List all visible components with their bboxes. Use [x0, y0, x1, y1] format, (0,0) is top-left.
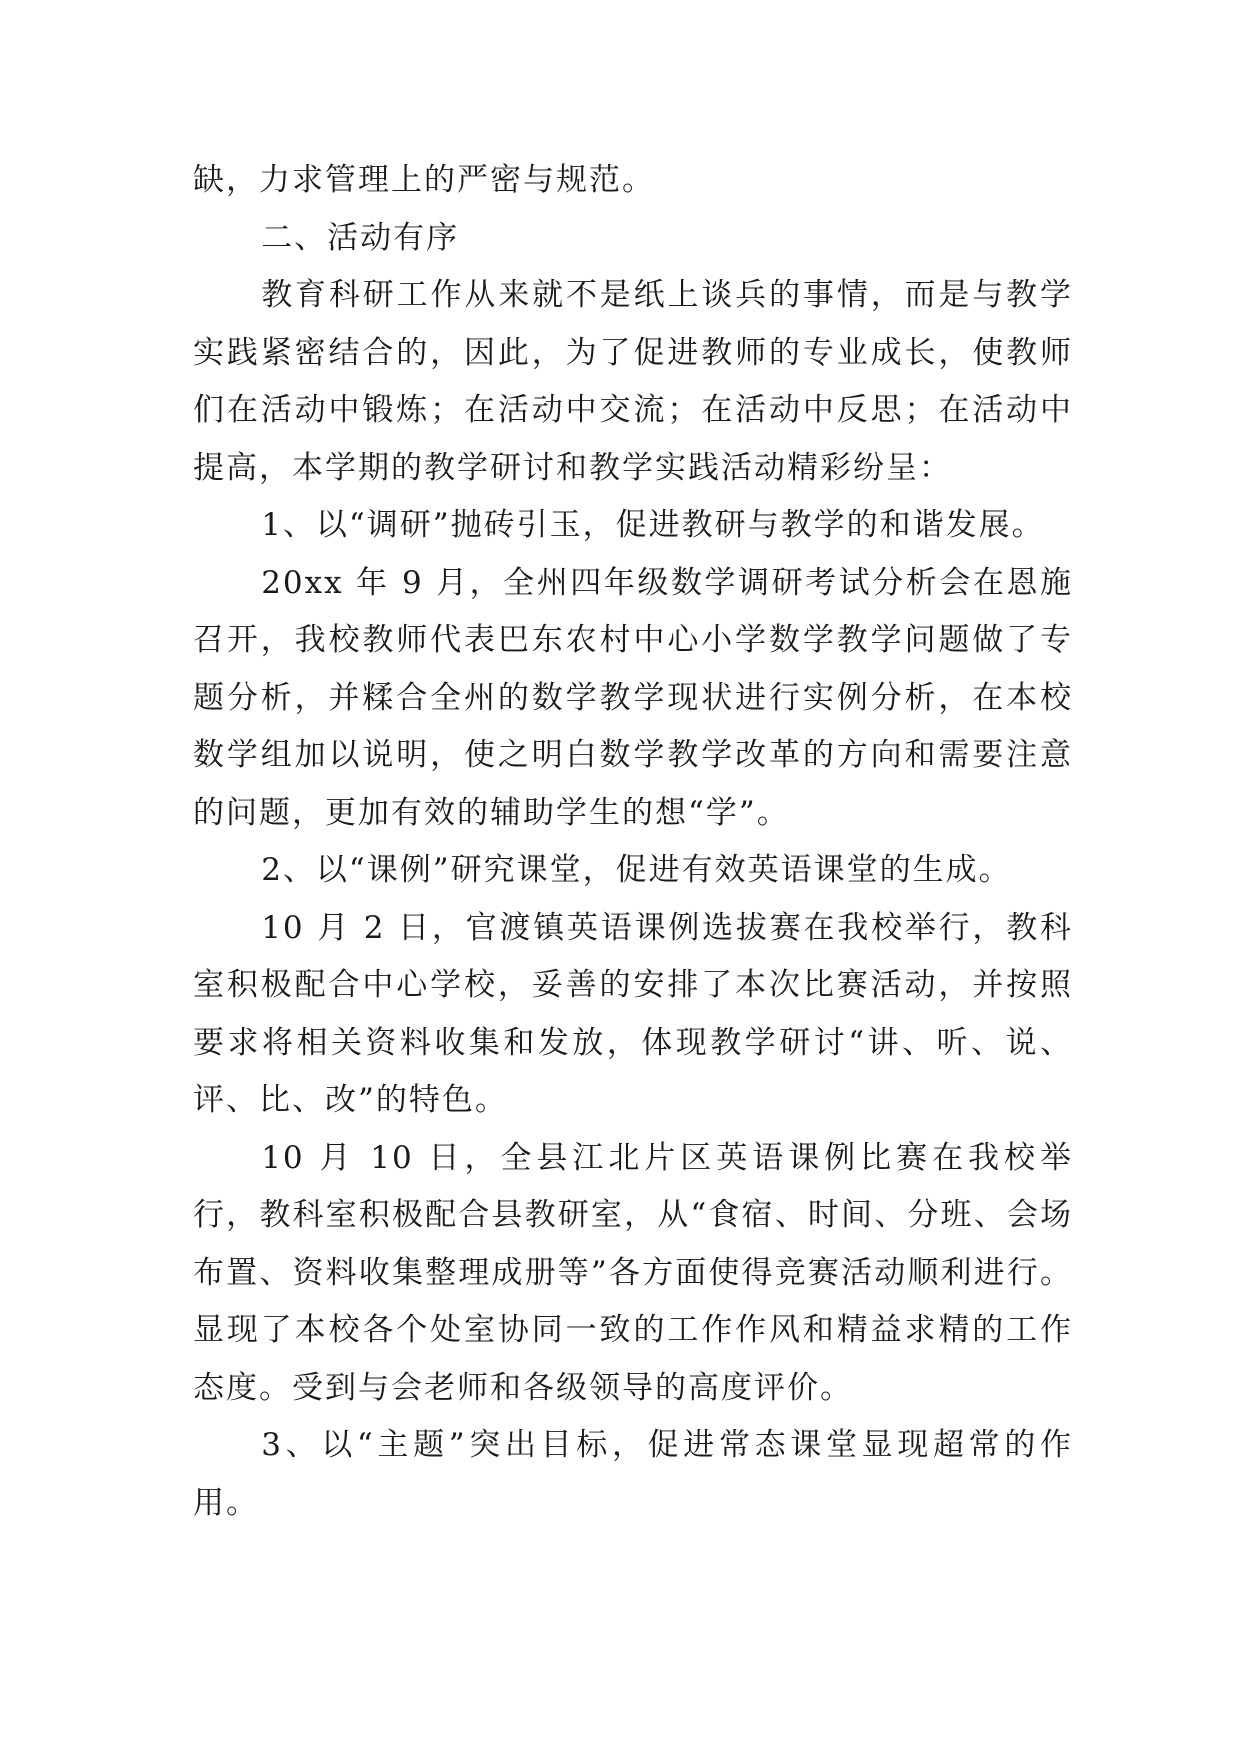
item-3-heading: 3、以“主题”突出目标，促进常态课堂显现超常的作用。: [193, 1427, 1073, 1521]
paragraph-8: 10 月 10 日，全县江北片区英语课例比赛在我校举行，教科室积极配合县教研室，从“食宿、时间、分班、会场布置、资料收集整理成册等”各方面使得竞赛活动顺利进行。显现了本校各个处室协同一致的工作作风和精益求精的工作态度。受到与会老师和各级领导的高度评价。: [193, 1139, 1073, 1406]
paragraph-7: 10 月 2 日，官渡镇英语课例选拔赛在我校举行，教科室积极配合中心学校，妥善的安排了本次比赛活动，并按照要求将相关资料收集和发放，体现教学研讨“讲、听、说、评、比、改”的特色。: [193, 909, 1073, 1118]
paragraph-5: 20xx 年 9 月，全州四年级数学调研考试分析会在恩施召开，我校教师代表巴东农村中心小学数学教学问题做了专题分析，并糅合全州的数学教学现状进行实例分析，在本校数学组加以说明，使之明白数学教学改革的方向和需要注意的问题，更加有效的辅助学生的想“学”。: [193, 564, 1073, 831]
item-2-heading: 2、以“课例”研究课堂，促进有效英语课堂的生成。: [261, 852, 1012, 888]
item-1-heading: 1、以“调研”抛砖引玉，促进教研与教学的和谐发展。: [261, 507, 1045, 543]
heading-activities-orderly: 二、活动有序: [261, 219, 460, 256]
paragraph-1: 缺，力求管理上的严密与规范。: [193, 162, 655, 198]
paragraph-3: 教育科研工作从来就不是纸上谈兵的事情，而是与教学实践紧密结合的，因此，为了促进教师的专业成长，使教师们在活动中锻炼；在活动中交流；在活动中反思；在活动中提高，本学期的教学研讨和教学实践活动精彩纷呈：: [193, 277, 1073, 486]
document-body: [193, 152, 1073, 1532]
